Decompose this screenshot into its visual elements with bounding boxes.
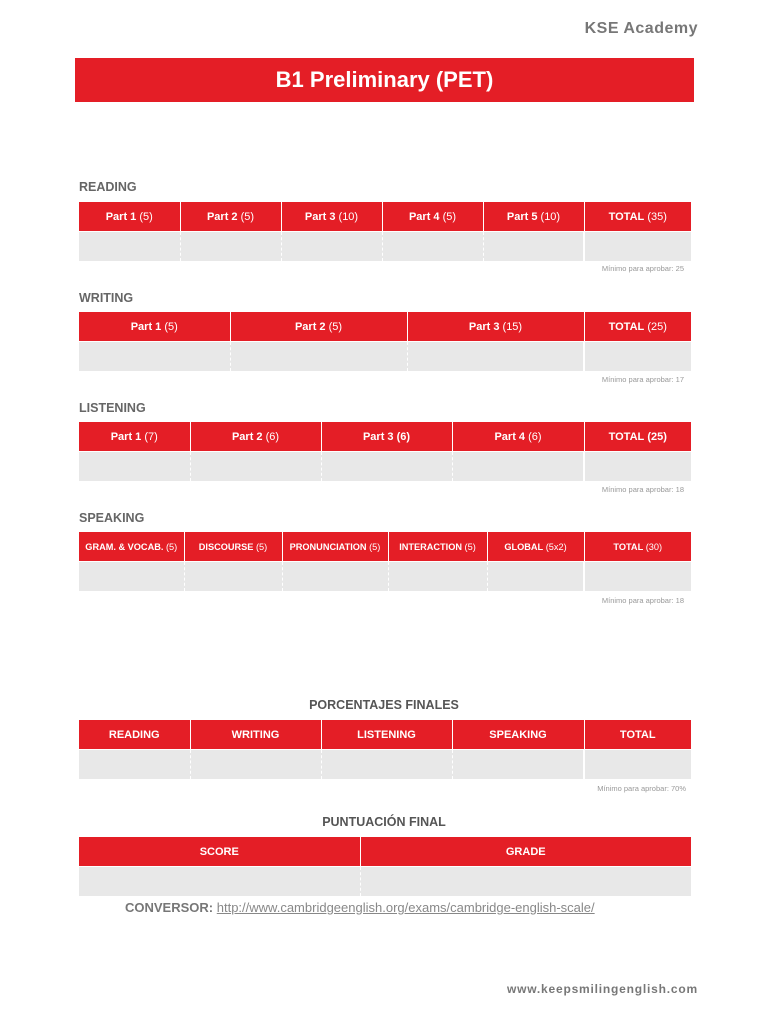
reading-table — [79, 202, 691, 261]
writing-score-part1[interactable] — [79, 342, 230, 372]
listening-score-part1[interactable] — [79, 452, 190, 482]
writing-header-part2: Part 2 (5) — [230, 312, 407, 342]
page-title-text: B1 Preliminary (PET) — [275, 67, 494, 92]
percentages-header-speaking: SPEAKING — [452, 720, 584, 750]
percentages-value-listening[interactable] — [321, 750, 452, 780]
listening-score-part3[interactable] — [321, 452, 452, 482]
speaking-header-discourse: DISCOURSE (5) — [184, 532, 282, 562]
converter-line — [125, 900, 595, 915]
converter-link[interactable]: http://www.cambridgeenglish.org/exams/cambridge-english-scale/ — [216, 900, 595, 915]
listening-score-part2[interactable] — [190, 452, 321, 482]
percentages-pass-note: Mínimo para aprobar: 70% — [597, 784, 686, 793]
speaking-pass-note: Mínimo para aprobar: 18 — [601, 596, 684, 605]
writing-header-part1: Part 1 (5) — [79, 312, 230, 342]
percentages-header-writing: WRITING — [190, 720, 321, 750]
final-score-table — [79, 837, 691, 896]
speaking-header-global: GLOBAL (5x2) — [487, 532, 584, 562]
writing-score-part3[interactable] — [407, 342, 584, 372]
brand-name: KSE Academy — [584, 20, 698, 37]
speaking-header-grammar-vocab: GRAM. & VOCAB. (5) — [79, 532, 184, 562]
page-title — [75, 58, 694, 102]
listening-header-total: TOTAL (25) — [584, 422, 691, 452]
writing-score-part2[interactable] — [230, 342, 407, 372]
writing-pass-note: Mínimo para aprobar: 17 — [601, 375, 684, 384]
listening-label: LISTENING — [79, 401, 146, 415]
reading-score-part2[interactable] — [180, 232, 281, 262]
listening-pass-note: Mínimo para aprobar: 18 — [601, 485, 684, 494]
final-value-score[interactable] — [79, 867, 360, 897]
final-score-label: PUNTUACIÓN FINAL — [322, 815, 446, 829]
speaking-score-pronunciation[interactable] — [282, 562, 388, 592]
writing-header-total: TOTAL (25) — [584, 312, 691, 342]
final-header-score: SCORE — [79, 837, 360, 867]
speaking-score-global[interactable] — [487, 562, 584, 592]
reading-header-total: TOTAL (35) — [584, 202, 691, 232]
percentages-label: PORCENTAJES FINALES — [309, 698, 459, 712]
listening-score-total[interactable] — [584, 452, 691, 482]
reading-header-part5: Part 5 (10) — [483, 202, 584, 232]
footer-website: www.keepsmilingenglish.com — [506, 982, 698, 996]
percentages-value-total[interactable] — [584, 750, 691, 780]
speaking-score-discourse[interactable] — [184, 562, 282, 592]
speaking-header-interaction: INTERACTION (5) — [388, 532, 487, 562]
reading-header-part4: Part 4 (5) — [382, 202, 483, 232]
percentages-value-writing[interactable] — [190, 750, 321, 780]
speaking-score-interaction[interactable] — [388, 562, 487, 592]
speaking-table — [79, 532, 691, 591]
percentages-table — [79, 720, 691, 779]
speaking-header-total: TOTAL (30) — [584, 532, 691, 562]
listening-header-part3: Part 3 (6) — [321, 422, 452, 452]
reading-score-part5[interactable] — [483, 232, 584, 262]
reading-header-part3: Part 3 (10) — [281, 202, 382, 232]
speaking-score-total[interactable] — [584, 562, 691, 592]
listening-header-part2: Part 2 (6) — [190, 422, 321, 452]
writing-header-part3: Part 3 (15) — [407, 312, 584, 342]
percentages-header-total: TOTAL — [584, 720, 691, 750]
writing-score-total[interactable] — [584, 342, 691, 372]
reading-score-part1[interactable] — [79, 232, 180, 262]
converter-label: CONVERSOR: — [125, 900, 214, 915]
final-value-grade[interactable] — [360, 867, 691, 897]
listening-table — [79, 422, 691, 481]
listening-header-part1: Part 1 (7) — [79, 422, 190, 452]
reading-label: READING — [79, 180, 137, 194]
percentages-header-listening: LISTENING — [321, 720, 452, 750]
reading-header-part2: Part 2 (5) — [180, 202, 281, 232]
speaking-score-grammar-vocab[interactable] — [79, 562, 184, 592]
listening-score-part4[interactable] — [452, 452, 584, 482]
listening-header-part4: Part 4 (6) — [452, 422, 584, 452]
reading-pass-note: Mínimo para aprobar: 25 — [601, 264, 684, 273]
speaking-header-pronunciation: PRONUNCIATION (5) — [282, 532, 388, 562]
final-header-grade: GRADE — [360, 837, 691, 867]
writing-table — [79, 312, 691, 371]
percentages-header-reading: READING — [79, 720, 190, 750]
reading-score-part4[interactable] — [382, 232, 483, 262]
percentages-value-reading[interactable] — [79, 750, 190, 780]
reading-score-total[interactable] — [584, 232, 691, 262]
percentages-value-speaking[interactable] — [452, 750, 584, 780]
reading-score-part3[interactable] — [281, 232, 382, 262]
reading-header-part1: Part 1 (5) — [79, 202, 180, 232]
writing-label: WRITING — [79, 291, 134, 305]
speaking-label: SPEAKING — [79, 511, 145, 525]
